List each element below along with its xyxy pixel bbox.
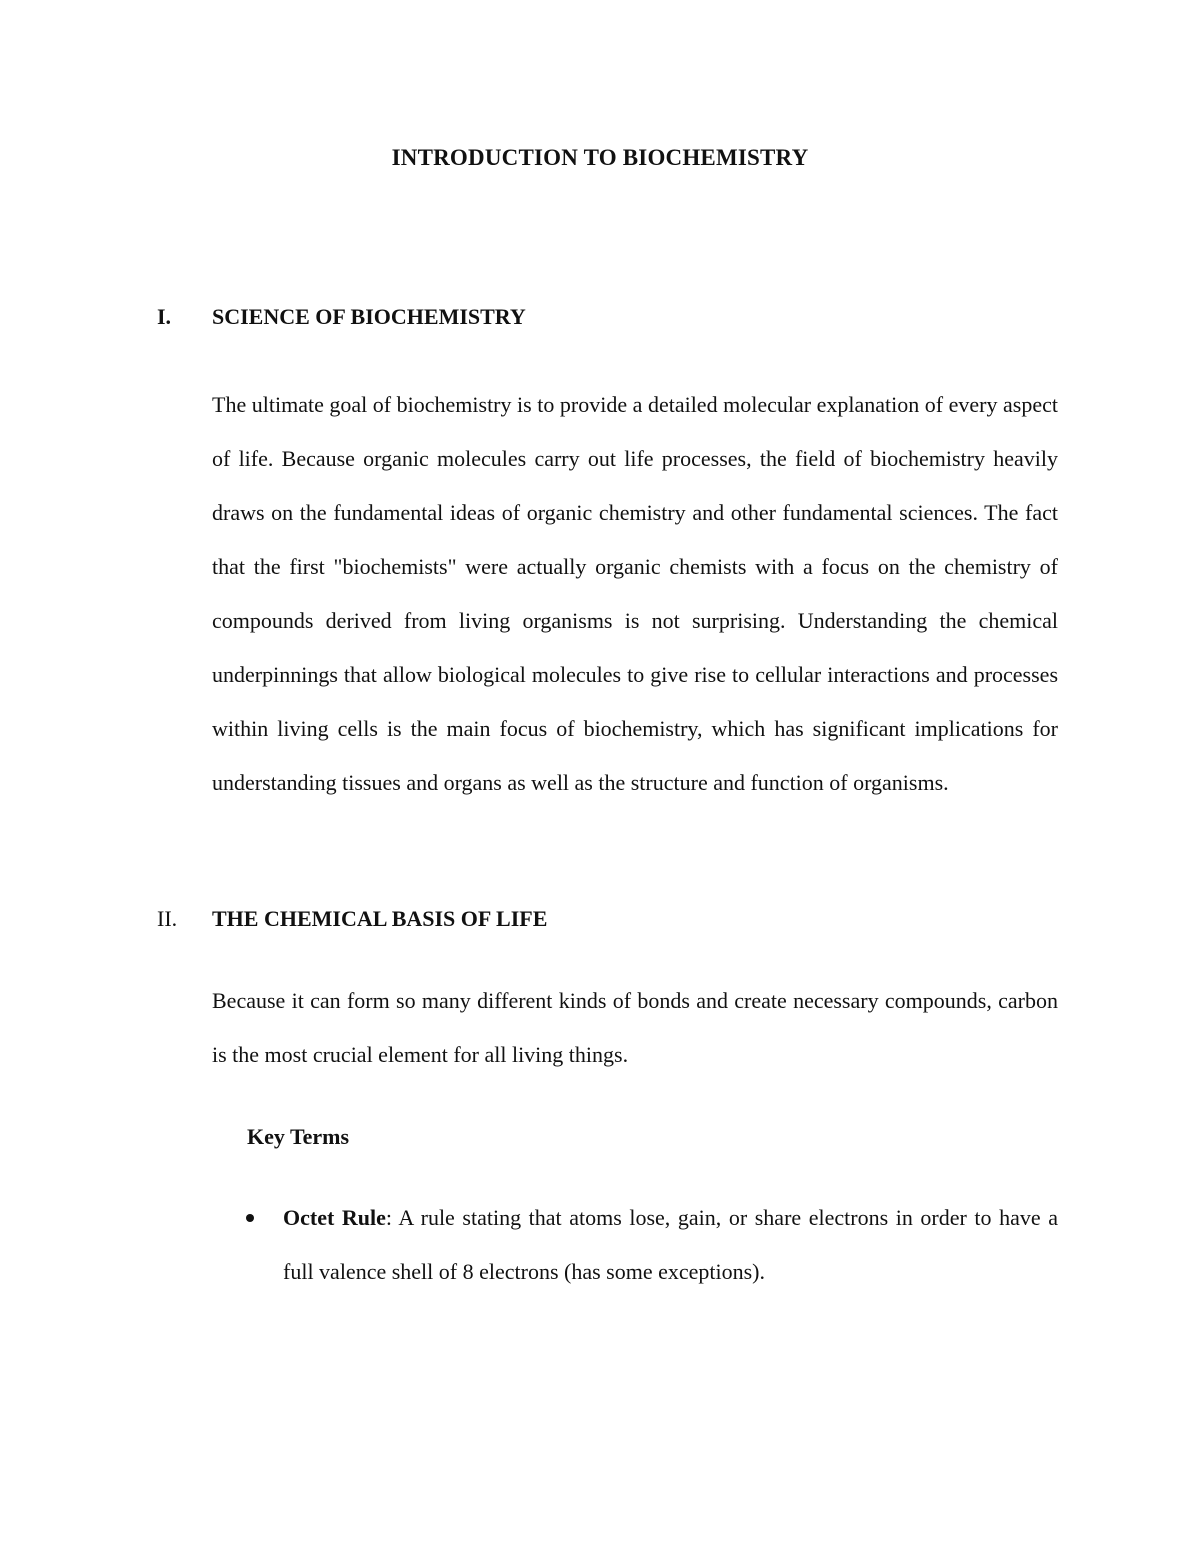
section-heading-2 — [157, 903, 1057, 935]
document-title: INTRODUCTION TO BIOCHEMISTRY — [391, 145, 809, 170]
key-term-definition: A rule stating that atoms lose, gain, or share electrons in order to have a full valence shell of 8 electrons (has some exceptions). — [283, 1205, 1058, 1284]
key-terms-heading: Key Terms — [247, 1124, 350, 1149]
section-heading-1 — [157, 301, 1057, 333]
key-term-name: Octet Rule — [283, 1205, 386, 1230]
section-1-paragraph: The ultimate goal of biochemistry is to provide a detailed molecular explanation of every aspect of life. Because organic molecules carry out life processes, the field of biochemistry heavily draws on the fundamental ideas of organic chemistry and other fundamental sciences. The fact that the first "biochemists" were actually organic chemists with a focus on the chemistry of compounds derived from living organisms is not surprising. Understanding the chemical underpinnings that allow biological molecules to give rise to cellular interactions and processes within living cells is the main focus of biochemistry, which has significant implications for understanding tissues and organs as well as the structure and function of organisms. — [212, 392, 1058, 795]
bullet-icon — [246, 1214, 254, 1222]
section-number-2: II. — [157, 906, 178, 931]
section-title-1: SCIENCE OF BIOCHEMISTRY — [212, 304, 526, 329]
key-term-item — [283, 1191, 1058, 1299]
key-term-separator: : — [385, 1205, 392, 1230]
section-number-1: I. — [157, 304, 172, 329]
section-2-paragraph: Because it can form so many different kinds of bonds and create necessary compounds, carbon is the most crucial element for all living things. — [212, 988, 1058, 1067]
section-title-2: THE CHEMICAL BASIS OF LIFE — [212, 906, 548, 931]
